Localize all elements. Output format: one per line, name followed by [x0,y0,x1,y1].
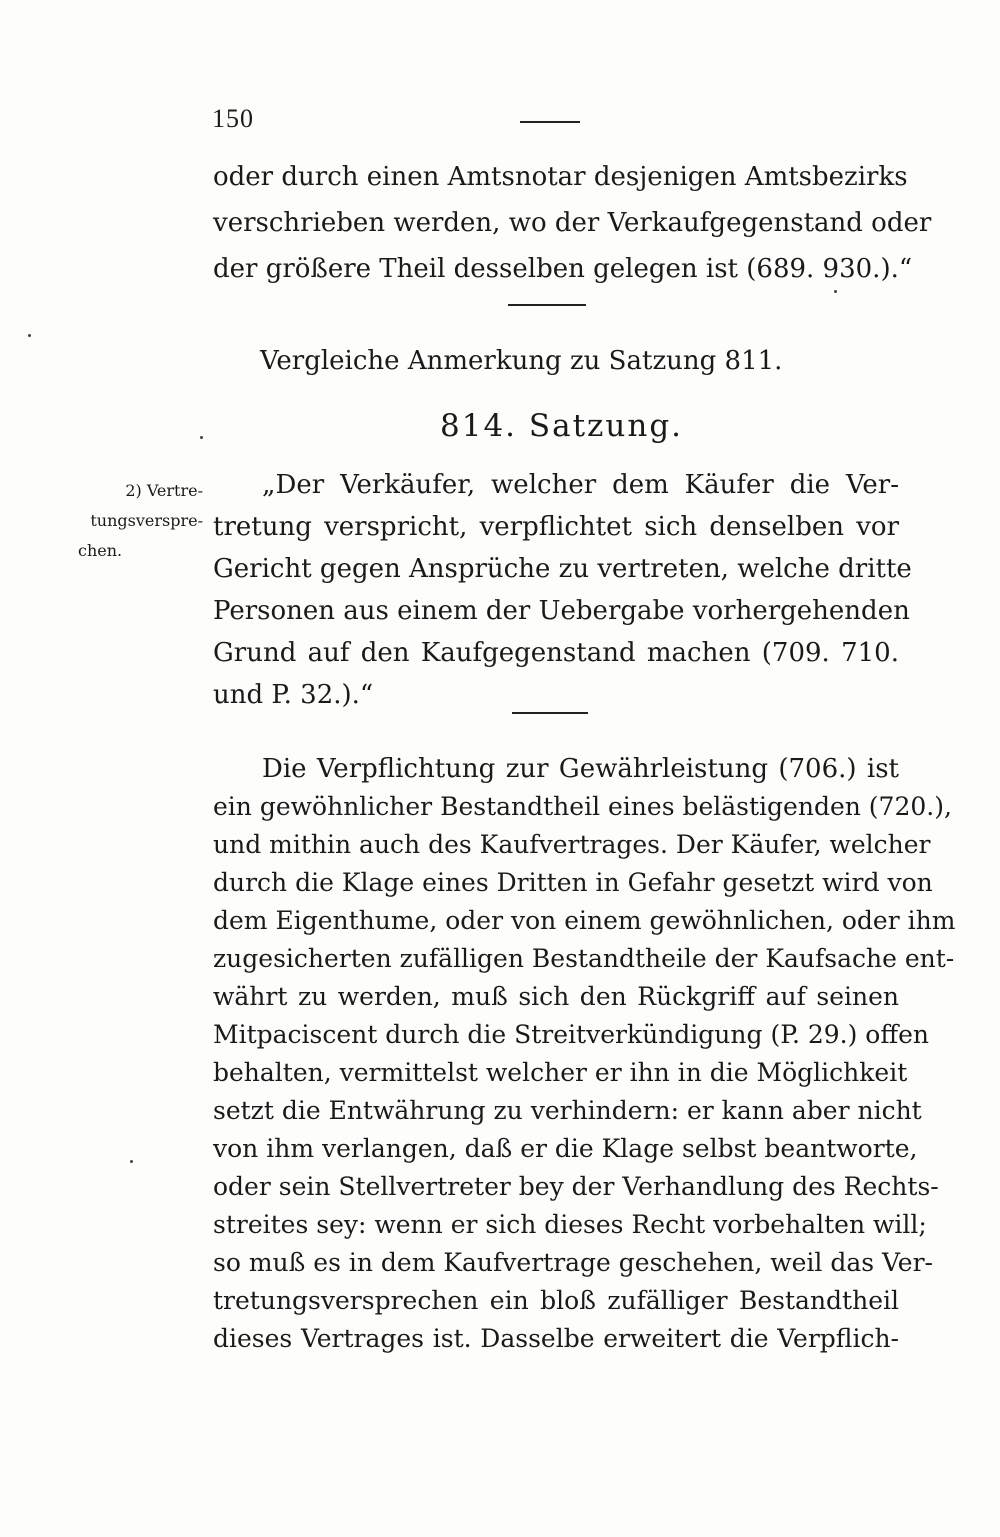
margin-note-line: 2) Vertre- [125,481,203,500]
margin-note-line: chen. [78,541,123,560]
paper-speck [834,290,837,293]
text-line: dieses Vertrages ist. Dasselbe erweitert die Verpflich- [213,1324,899,1353]
text-line: Die Verpflichtung zur Gewährleistung (706.) ist [262,754,899,784]
text-line: behalten, vermittelst welcher er ihn in die Möglichkeit [213,1058,908,1087]
text-line: verschrieben werden, wo der Verkaufgegenstand oder [213,208,932,238]
article-heading: 814. Satzung. [440,408,684,444]
header-rule [520,121,580,123]
margin-note [78,476,203,566]
paper-speck [28,334,31,337]
paper-speck [130,1160,133,1163]
text-line: und P. 32.).“ [213,680,374,710]
text-line: durch die Klage eines Dritten in Gefahr gesetzt wird von [213,868,933,897]
text-line: oder sein Stellvertreter bey der Verhandlung des Rechts- [213,1172,939,1201]
text-line: dem Eigenthume, oder von einem gewöhnlichen, oder ihm [213,906,956,935]
text-line: und mithin auch des Kaufvertrages. Der Käufer, welcher [213,830,931,859]
page-number: 150 [212,104,254,133]
text-line: währt zu werden, muß sich den Rückgriff auf seinen [213,982,899,1011]
text-line: Grund auf den Kaufgegenstand machen (709. 710. [213,638,899,668]
margin-note-line: tungsversprе- [90,511,203,530]
text-line: zugesicherten zufälligen Bestandtheile der Kaufsache ent- [213,944,955,973]
text-line: von ihm verlangen, daß er die Klage selbst beantworte, [213,1134,918,1163]
section-rule [508,304,586,306]
text-line: tretung verspricht, verpflichtet sich denselben vor [213,512,899,542]
paper-speck [200,436,203,439]
text-line: so muß es in dem Kaufvertrage geschehen, weil das Ver- [213,1248,933,1277]
text-line: Mitpaciscent durch die Streitverkündigung (P. 29.) offen [213,1020,930,1049]
text-line: tretungsversprechen ein bloß zufälliger Bestandtheil [213,1286,899,1315]
text-line: oder durch einen Amtsnotar desjenigen Amtsbezirks [213,162,908,192]
text-line: der größere Theil desselben gelegen ist (689. 930.).“ [213,254,913,284]
section-rule [512,712,588,714]
text-line: ein gewöhnlicher Bestandtheil eines belästigenden (720.), [213,792,952,821]
reference-note: Vergleiche Anmerkung zu Satzung 811. [260,346,783,376]
text-line: Gericht gegen Ansprüche zu vertreten, welche dritte [213,554,912,584]
text-line: Personen aus einem der Uebergabe vorhergehenden [213,596,910,626]
text-line: setzt die Entwährung zu verhindern: er kann aber nicht [213,1096,922,1125]
text-line: streites sey: wenn er sich dieses Recht vorbehalten will; [213,1210,927,1239]
text-line: „Der Verkäufer, welcher dem Käufer die Ver- [262,470,899,500]
